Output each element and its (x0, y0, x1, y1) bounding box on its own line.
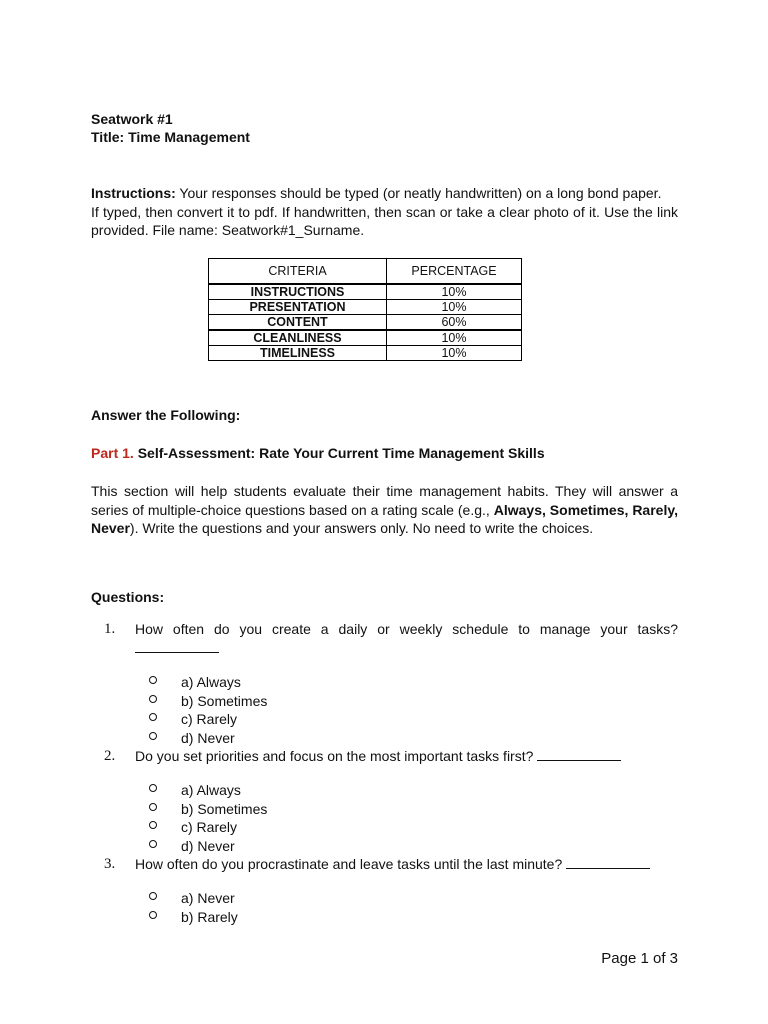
choice-label: d) Never (181, 837, 235, 854)
list-item (91, 729, 267, 748)
choice-label: c) Rarely (181, 819, 238, 835)
choice-label: a) Always (181, 782, 241, 798)
circle-bullet-icon (149, 784, 157, 792)
table-row (209, 284, 522, 300)
circle-bullet-icon (149, 821, 157, 829)
seatwork-label: Seatwork #1 (91, 111, 173, 127)
table-row (209, 330, 522, 346)
question-text (135, 620, 678, 657)
question-text (135, 855, 678, 874)
circle-bullet-icon (149, 840, 157, 848)
choice-label: d) Never (181, 729, 235, 746)
question-1-text: How often do you create a daily or weekly schedule to manage your tasks? (135, 621, 678, 637)
rubric-percentage-cell: 10% (387, 300, 522, 315)
choice-label: c) Rarely (181, 711, 238, 727)
question-3-text: How often do you procrastinate and leave tasks until the last minute? (135, 856, 567, 872)
rubric-percentage-cell: 10% (387, 346, 522, 361)
part1-description (91, 482, 678, 538)
list-item (91, 800, 267, 819)
rubric-criteria-cell: CONTENT (209, 315, 387, 331)
rubric-percentage-cell: 10% (387, 330, 522, 346)
answer-blank (566, 855, 650, 869)
rubric-table (208, 258, 522, 361)
list-item (91, 818, 267, 837)
choice-label: a) Never (181, 890, 235, 906)
circle-bullet-icon (149, 695, 157, 703)
list-item (91, 692, 267, 711)
choice-label: a) Always (181, 674, 241, 690)
rubric-header-criteria: CRITERIA (209, 259, 387, 285)
choice-label: b) Rarely (181, 908, 238, 925)
circle-bullet-icon (149, 911, 157, 919)
instructions-line-1: Your responses should be typed (or neatly handwritten) on a long bond paper. (175, 185, 662, 201)
rubric-header-row (209, 259, 522, 285)
question-1-choices (91, 673, 267, 747)
question-3-choices (91, 889, 238, 926)
circle-bullet-icon (149, 713, 157, 721)
rating-scale: Always, Sometimes, Rarely, Never (91, 501, 678, 536)
rubric-criteria-cell: CLEANLINESS (209, 330, 387, 346)
part1-desc-c: ). Write the questions and your answers only. No need to write the choices. (129, 520, 594, 536)
part1-title: Self-Assessment: Rate Your Current Time Management Skills (133, 445, 545, 461)
circle-bullet-icon (149, 676, 157, 684)
circle-bullet-icon (149, 732, 157, 740)
rubric-header-percentage: PERCENTAGE (387, 259, 522, 285)
questions-heading: Questions: (91, 589, 165, 605)
part1-heading (91, 444, 678, 463)
question-number: 1. (104, 621, 116, 637)
rubric-percentage-cell: 10% (387, 284, 522, 300)
question-2-choices (91, 781, 267, 855)
rubric-criteria-cell: PRESENTATION (209, 300, 387, 315)
list-item (91, 889, 238, 908)
circle-bullet-icon (149, 803, 157, 811)
document-title: Title: Time Management (91, 129, 250, 145)
list-item (91, 837, 267, 856)
instructions-line-2: If typed, then convert it to pdf. If handwritten, then scan or take a clear photo of it. Use the link provided. File name: Seatwork#1_Surname. (91, 203, 678, 238)
rubric-criteria-cell: TIMELINESS (209, 346, 387, 361)
instructions-label: Instructions: (91, 185, 176, 201)
list-item (91, 710, 267, 729)
instructions-paragraph (91, 184, 678, 240)
question-2-text: Do you set priorities and focus on the most important tasks first? (135, 748, 538, 764)
choice-label: b) Sometimes (181, 800, 268, 817)
question-text (135, 747, 678, 766)
choice-label: b) Sometimes (181, 692, 268, 709)
rubric-criteria-cell: INSTRUCTIONS (209, 284, 387, 300)
answer-blank (135, 639, 219, 653)
answer-heading: Answer the Following: (91, 407, 241, 423)
table-row (209, 315, 522, 331)
question-number: 2. (104, 748, 116, 764)
table-row (209, 300, 522, 315)
rubric-percentage-cell: 60% (387, 315, 522, 331)
list-item (91, 908, 238, 927)
answer-blank (537, 747, 621, 761)
list-item (91, 781, 267, 800)
list-item (91, 673, 267, 692)
question-number: 3. (104, 856, 116, 872)
part1-desc-a: This section will help students evaluate their time management habits. They will answer a series of multiple-choice questions based on a rating scale (e.g., (91, 483, 678, 518)
page-number: Page 1 of 3 (601, 950, 678, 967)
table-row (209, 346, 522, 361)
circle-bullet-icon (149, 892, 157, 900)
part1-label: Part 1. (91, 445, 134, 461)
